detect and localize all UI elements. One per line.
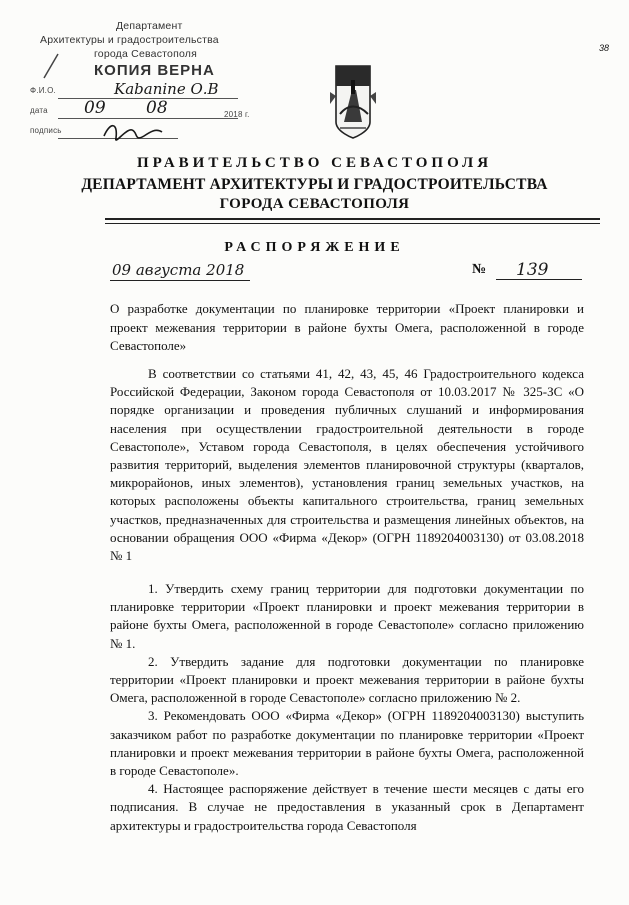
header-divider <box>105 218 600 224</box>
stamp-copy-label: КОПИЯ ВЕРНА <box>94 62 215 79</box>
order-subject: О разработке документации по планировке территории «Проект планировки и проект межевания территории в районе бухты Омега, расположенной в городе Севастополе» <box>110 301 584 353</box>
stamp-dept-line1: Департамент <box>116 20 183 32</box>
order-date-line <box>110 262 250 281</box>
order-number-line <box>472 262 582 280</box>
header-city: ГОРОДА СЕВАСТОПОЛЯ <box>219 196 410 212</box>
order-item-2: 2. Утвердить задание для подготовки документации по планировке территории «Проект планировки и проект межевания территории в районе бухты Омега, расположенной в городе Севастополе» согласно приложению № 2. <box>110 653 584 706</box>
page-number: 38 <box>598 43 609 53</box>
certified-copy-stamp <box>28 18 278 148</box>
coat-of-arms-icon <box>322 62 384 140</box>
stamp-fio-label: Ф.И.О. <box>30 86 56 95</box>
order-item-3: 3. Рекомендовать ООО «Фирма «Декор» (ОГРН 1189204003130) выступить заказчиком работ по разработке документации по планировке территории «Проект планировки и проект межевания территории в районе бухты Омега, расположенной в городе Севастополе». <box>110 708 584 779</box>
stamp-dept-line2: Архитектуры и градостроительства <box>40 34 219 46</box>
order-items <box>110 580 584 835</box>
stamp-date-day: 09 <box>84 98 106 118</box>
header-government: ПРАВИТЕЛЬСТВО СЕВАСТОПОЛЯ <box>136 155 493 171</box>
order-number-handwriting: 139 <box>516 260 549 280</box>
stamp-corner-mark <box>28 48 68 88</box>
order-item-1: 1. Утвердить схему границ территории для подготовки документации по планировке территории «Проект планировки и проект межевания территории в районе бухты Омега, расположенной в городе Севастополе» согласно приложению № 1. <box>110 581 584 651</box>
order-item-4: 4. Настоящее распоряжение действует в течение шести месяцев с даты его подписания. В случае не предоставления в указанный срок в Департамент архитектуры и градостроительства города Севастополя <box>110 781 584 833</box>
stamp-date-label: дата <box>30 106 48 115</box>
preamble-paragraph: В соответствии со статьями 41, 42, 43, 45, 46 Градостроительного кодекса Российской Федерации, Законом города Севастополя от 10.03.2017 № 325-ЗС «О порядке организации и проведения публичных слушаний и информирования населения при осуществлении градостроительной деятельности в городе Севастополе», Уставом города Севастополя, в целях обеспечения устойчивого развития территорий, выделения элементов планировочной структуры (кварталов, микрорайонов, иных элементов), установления границ земельных участков, на которых расположены объекты капитального строительства, границ земельных участков, предназначенных для строительства и размещения линейных объектов, на основании обращения ООО «Фирма «Декор» (ОГРН 1189204003130) от 03.08.2018 № 1 <box>110 366 584 564</box>
stamp-date-year: 2018 г. <box>224 110 250 119</box>
stamp-fio-handwriting: Kabaninе О.В <box>114 80 219 98</box>
order-number-underline <box>496 279 582 280</box>
stamp-dept-line3: города Севастополя <box>94 48 197 60</box>
order-date-handwriting: 09 августа 2018 <box>112 261 245 279</box>
order-preamble <box>110 365 584 565</box>
header-department: ДЕПАРТАМЕНТ АРХИТЕКТУРЫ И ГРАДОСТРОИТЕЛЬСТВА <box>81 176 548 193</box>
order-number-label: № <box>472 262 487 277</box>
stamp-date-month: 08 <box>146 98 168 118</box>
document-title: РАСПОРЯЖЕНИЕ <box>224 240 405 255</box>
stamp-sign-label: подпись <box>30 126 62 135</box>
handwritten-signature <box>98 118 168 148</box>
